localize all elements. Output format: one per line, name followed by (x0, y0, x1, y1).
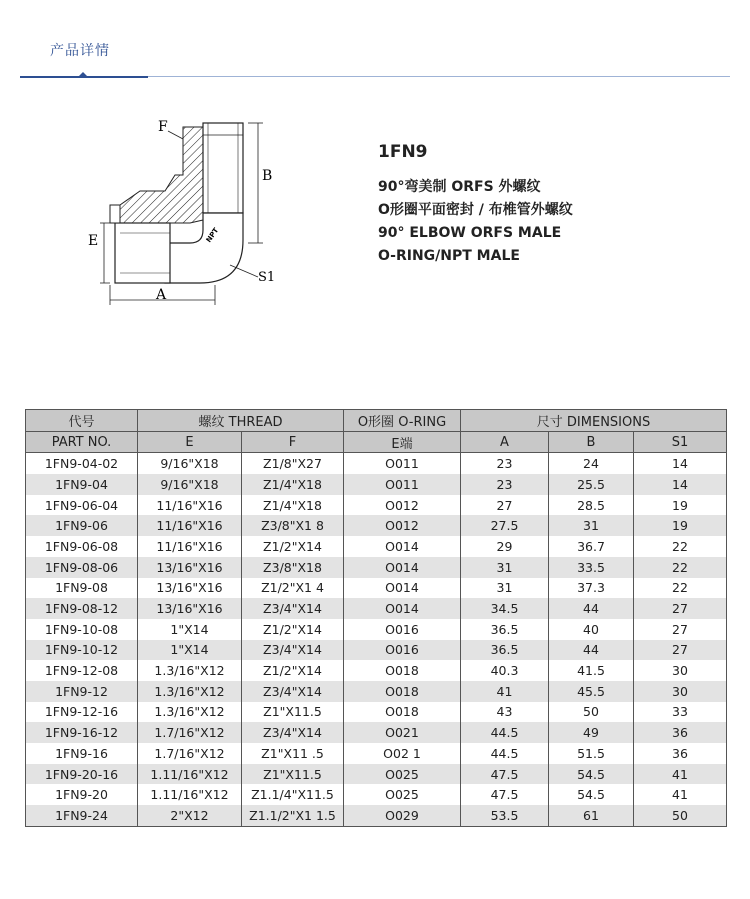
product-model: 1FN9 (378, 142, 428, 162)
table-cell: 25.5 (549, 474, 634, 495)
table-cell: 45.5 (549, 681, 634, 702)
table-cell: 27 (634, 619, 727, 640)
header-code-cn: 代号 (26, 410, 138, 432)
table-cell: 9/16"X18 (138, 474, 242, 495)
header-thread: 螺纹 THREAD (138, 410, 344, 432)
table-row (26, 453, 727, 474)
technical-drawing (80, 105, 310, 315)
table-cell: Z1"X11.5 (242, 702, 344, 723)
label-f: F (158, 119, 168, 135)
table-row (26, 702, 727, 723)
table-cell: O011 (344, 453, 461, 474)
table-cell: 13/16"X16 (138, 557, 242, 578)
table-cell: 1FN9-16-12 (26, 722, 138, 743)
table-cell: 41.5 (549, 660, 634, 681)
table-cell: 44.5 (461, 722, 549, 743)
table-cell: Z1/4"X18 (242, 474, 344, 495)
table-cell: O011 (344, 474, 461, 495)
table-cell: O016 (344, 619, 461, 640)
table-row (26, 598, 727, 619)
table-cell: O016 (344, 640, 461, 661)
table-cell: 41 (634, 784, 727, 805)
table-header-row (26, 410, 727, 432)
table-cell: 51.5 (549, 743, 634, 764)
table-cell: 1FN9-04 (26, 474, 138, 495)
table-subheader-row (26, 431, 727, 453)
table-body (26, 453, 727, 826)
table-cell: 36.5 (461, 640, 549, 661)
table-cell: 30 (634, 660, 727, 681)
table-cell: Z1/2"X14 (242, 536, 344, 557)
table-cell: 40.3 (461, 660, 549, 681)
table-cell: 1.11/16"X12 (138, 784, 242, 805)
header-s1: S1 (634, 431, 727, 453)
table-row (26, 660, 727, 681)
header-b: B (549, 431, 634, 453)
table-row (26, 495, 727, 516)
table-cell: 53.5 (461, 805, 549, 826)
table-cell: Z1/4"X18 (242, 495, 344, 516)
table-cell: Z3/4"X14 (242, 681, 344, 702)
table-cell: 1FN9-10-08 (26, 619, 138, 640)
table-cell: 49 (549, 722, 634, 743)
table-cell: 44 (549, 640, 634, 661)
table-cell: O018 (344, 660, 461, 681)
table-cell: 1FN9-16 (26, 743, 138, 764)
table-cell: 50 (634, 805, 727, 826)
table-cell: 37.3 (549, 578, 634, 599)
table-cell: O012 (344, 495, 461, 516)
table-cell: 33 (634, 702, 727, 723)
product-desc-en-1: 90° ELBOW ORFS MALE (378, 225, 562, 241)
table-cell: 1FN9-08 (26, 578, 138, 599)
table-cell: 54.5 (549, 784, 634, 805)
table-cell: 27.5 (461, 515, 549, 536)
table-row (26, 743, 727, 764)
label-s1: S1 (258, 270, 276, 285)
table-cell: O018 (344, 681, 461, 702)
table-cell: 1FN9-12 (26, 681, 138, 702)
header-f: F (242, 431, 344, 453)
table-cell: 1FN9-12-08 (26, 660, 138, 681)
table-cell: 27 (634, 640, 727, 661)
table-cell: 23 (461, 474, 549, 495)
table-cell: Z1/2"X14 (242, 660, 344, 681)
table-cell: O025 (344, 764, 461, 785)
table-cell: O021 (344, 722, 461, 743)
table-cell: 19 (634, 515, 727, 536)
product-desc-cn-2: O形圈平面密封 / 布椎管外螺纹 (378, 202, 573, 218)
product-info (378, 142, 573, 268)
table-cell: 1FN9-10-12 (26, 640, 138, 661)
table-cell: 28.5 (549, 495, 634, 516)
table-cell: 9/16"X18 (138, 453, 242, 474)
table-cell: Z1"X11 .5 (242, 743, 344, 764)
table-cell: 1.3/16"X12 (138, 681, 242, 702)
table-row (26, 681, 727, 702)
table-cell: Z1/8"X27 (242, 453, 344, 474)
section-hatch (120, 127, 216, 223)
label-b: B (262, 168, 273, 184)
table-cell: 31 (549, 515, 634, 536)
header-e: E (138, 431, 242, 453)
page-title: 产品详情 (50, 43, 110, 59)
table-cell: 1FN9-06 (26, 515, 138, 536)
table-cell: 41 (461, 681, 549, 702)
table-cell: Z1"X11.5 (242, 764, 344, 785)
table-cell: 1FN9-04-02 (26, 453, 138, 474)
table-cell: O018 (344, 702, 461, 723)
table-row (26, 640, 727, 661)
table-cell: 34.5 (461, 598, 549, 619)
table-cell: 1.7/16"X12 (138, 722, 242, 743)
table-cell: 31 (461, 557, 549, 578)
product-desc-cn-1: 90°弯美制 ORFS 外螺纹 (378, 179, 541, 195)
table-cell: 22 (634, 557, 727, 578)
table-cell: 44 (549, 598, 634, 619)
table-cell: 1.7/16"X12 (138, 743, 242, 764)
table-cell: 54.5 (549, 764, 634, 785)
table-cell: 11/16"X16 (138, 515, 242, 536)
header-dimensions: 尺寸 DIMENSIONS (461, 410, 727, 432)
table-row (26, 764, 727, 785)
npt-body (203, 123, 243, 213)
table-cell: O012 (344, 515, 461, 536)
table-cell: Z3/4"X14 (242, 640, 344, 661)
table-cell: O029 (344, 805, 461, 826)
table-cell: 11/16"X16 (138, 495, 242, 516)
table-cell: 50 (549, 702, 634, 723)
table-row (26, 536, 727, 557)
header-e-end: E端 (344, 431, 461, 453)
table-cell: 27 (634, 598, 727, 619)
product-desc-en-2: O-RING/NPT MALE (378, 248, 520, 264)
table-cell: 33.5 (549, 557, 634, 578)
table-cell: 14 (634, 453, 727, 474)
table-cell: Z3/8"X18 (242, 557, 344, 578)
table-cell: 1.3/16"X12 (138, 660, 242, 681)
table-row (26, 557, 727, 578)
table-cell: O014 (344, 536, 461, 557)
table-row (26, 578, 727, 599)
table-cell: 1FN9-20 (26, 784, 138, 805)
table-cell: Z3/4"X14 (242, 598, 344, 619)
table-cell: 19 (634, 495, 727, 516)
table-cell: 40 (549, 619, 634, 640)
spec-table (25, 409, 727, 827)
label-e: E (88, 233, 99, 249)
table-row (26, 474, 727, 495)
table-cell: 14 (634, 474, 727, 495)
table-cell: 29 (461, 536, 549, 557)
table-cell: Z1.1/2"X1 1.5 (242, 805, 344, 826)
table-cell: 36.7 (549, 536, 634, 557)
table-cell: 1"X14 (138, 619, 242, 640)
header-code-en: PART NO. (26, 431, 138, 453)
table-cell: O025 (344, 784, 461, 805)
table-row (26, 619, 727, 640)
table-cell: 36 (634, 722, 727, 743)
table-cell: 23 (461, 453, 549, 474)
table-cell: 22 (634, 578, 727, 599)
table-cell: Z3/4"X14 (242, 722, 344, 743)
table-cell: Z1/2"X14 (242, 619, 344, 640)
table-row (26, 805, 727, 826)
table-cell: Z3/8"X1 8 (242, 515, 344, 536)
table-cell: 47.5 (461, 784, 549, 805)
table-cell: 1.3/16"X12 (138, 702, 242, 723)
table-cell: O02 1 (344, 743, 461, 764)
table-cell: 22 (634, 536, 727, 557)
table-cell: 1FN9-06-04 (26, 495, 138, 516)
table-cell: 36 (634, 743, 727, 764)
table-cell: 13/16"X16 (138, 578, 242, 599)
table-cell: 1FN9-20-16 (26, 764, 138, 785)
table-cell: O014 (344, 598, 461, 619)
header-caret-icon (78, 72, 88, 77)
header-a: A (461, 431, 549, 453)
table-cell: 24 (549, 453, 634, 474)
table-row (26, 784, 727, 805)
header-oring: O形圈 O-RING (344, 410, 461, 432)
table-cell: 1FN9-08-06 (26, 557, 138, 578)
label-npt: NPT (204, 226, 221, 244)
table-row (26, 722, 727, 743)
table-cell: 1.11/16"X12 (138, 764, 242, 785)
table-cell: O014 (344, 578, 461, 599)
table-cell: 36.5 (461, 619, 549, 640)
table-row (26, 515, 727, 536)
table-cell: 44.5 (461, 743, 549, 764)
table-cell: 30 (634, 681, 727, 702)
table-cell: 27 (461, 495, 549, 516)
table-cell: 61 (549, 805, 634, 826)
table-cell: 1FN9-06-08 (26, 536, 138, 557)
table-cell: Z1.1/4"X11.5 (242, 784, 344, 805)
table-cell: 1FN9-08-12 (26, 598, 138, 619)
table-cell: 41 (634, 764, 727, 785)
table-cell: 1"X14 (138, 640, 242, 661)
table-cell: 47.5 (461, 764, 549, 785)
table-cell: 11/16"X16 (138, 536, 242, 557)
orfs-body (115, 223, 170, 283)
table-cell: 1FN9-12-16 (26, 702, 138, 723)
label-a: A (156, 287, 167, 303)
table-cell: 13/16"X16 (138, 598, 242, 619)
table-cell: 1FN9-24 (26, 805, 138, 826)
table-cell: 2"X12 (138, 805, 242, 826)
table-cell: 43 (461, 702, 549, 723)
table-cell: O014 (344, 557, 461, 578)
table-cell: Z1/2"X1 4 (242, 578, 344, 599)
table-cell: 31 (461, 578, 549, 599)
